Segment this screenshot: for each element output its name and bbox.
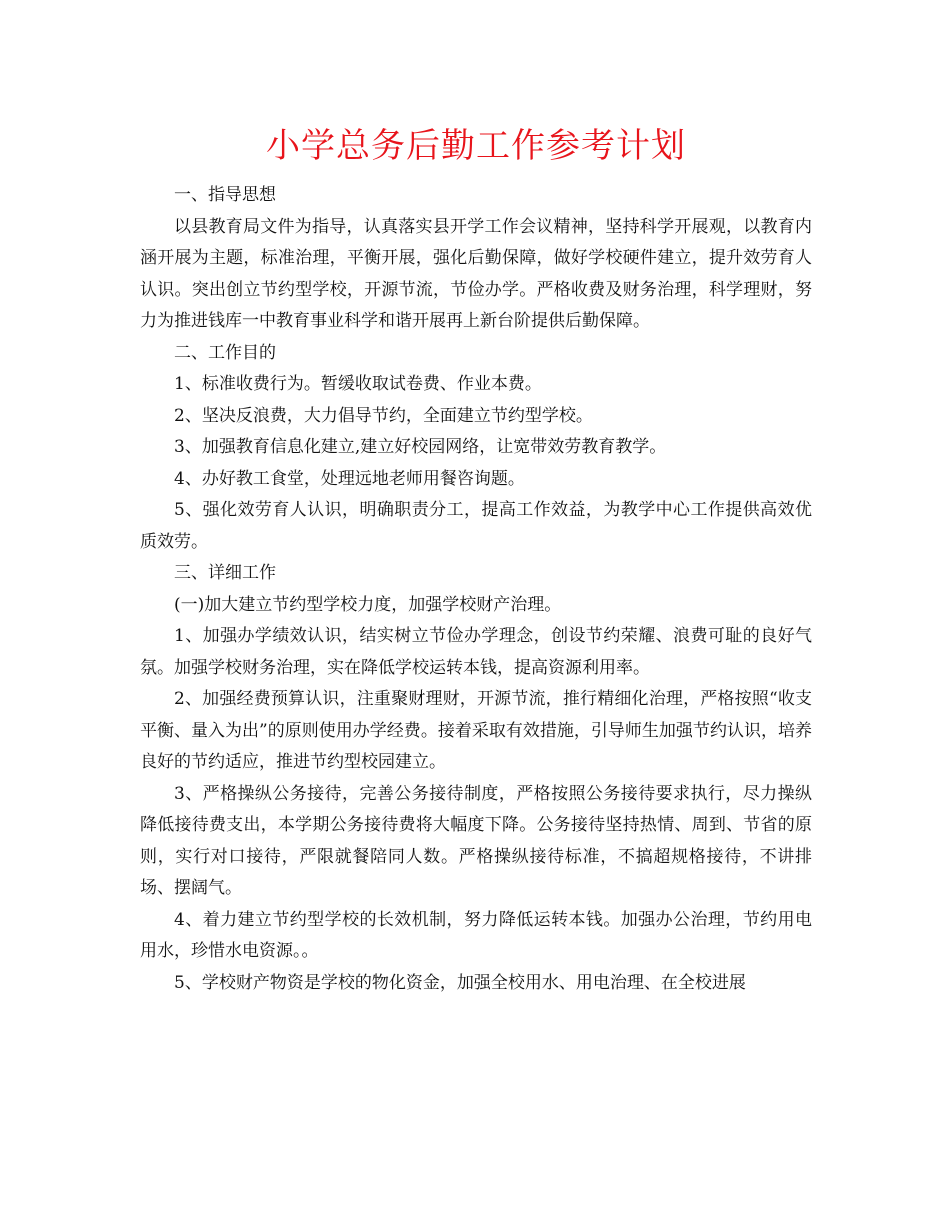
list-item: 3、加强教育信息化建立,建立好校园网络，让宽带效劳教育教学。 <box>174 437 667 457</box>
sub-heading: (一)加大建立节约型学校力度，加强学校财产治理。 <box>174 594 562 615</box>
list-item: 1、加强办学绩效认识，结实树立节俭办学理念，创设节约荣耀、浪费可耻的良好气氛。加强学校财务治理，实在降低学校运转本钱，提高资源利用率。 <box>140 626 812 678</box>
document-body <box>140 180 812 999</box>
list-item: 2、坚决反浪费，大力倡导节约，全面建立节约型学校。 <box>174 405 593 426</box>
document-page <box>140 118 812 999</box>
section-heading: 一、指导思想 <box>174 185 276 205</box>
section-heading: 三、详细工作 <box>174 563 276 583</box>
document-title: 小学总务后勤工作参考计划 <box>266 126 686 166</box>
list-item: 4、着力建立节约型学校的长效机制，努力降低运转本钱。加强办公治理，节约用电用水，珍惜水电资源。。 <box>140 909 812 961</box>
list-item: 5、强化效劳育人认识，明确职责分工，提高工作效益，为教学中心工作提供高效优质效劳。 <box>140 500 812 552</box>
list-item: 2、加强经费预算认识，注重聚财理财，开源节流，推行精细化治理，严格按照“收支平衡、量入为出”的原则使用办学经费。接着采取有效措施，引导师生加强节约认识，培养良好的节约适应，推进节约型校园建立。 <box>140 689 812 772</box>
section-heading: 二、工作目的 <box>174 342 276 363</box>
list-item: 1、标准收费行为。暂缓收取试卷费、作业本费。 <box>174 374 542 394</box>
paragraph: 以县教育局文件为指导，认真落实县开学工作会议精神，坚持科学开展观，以教育内涵开展为主题，标准治理，平衡开展，强化后勤保障，做好学校硬件建立，提升效劳育人认识。突出创立节约型学校，开源节流，节俭办学。严格收费及财务治理，科学理财，努力为推进钱库一中教育事业科学和谐开展再上新台阶提供后勤保障。 <box>140 216 812 331</box>
list-item: 4、办好教工食堂，处理远地老师用餐咨询题。 <box>174 468 525 489</box>
list-item: 3、严格操纵公务接待，完善公务接待制度，严格按照公务接待要求执行，尽力操纵降低接待费支出，本学期公务接待费将大幅度下降。公务接待坚持热情、周到、节省的原则，实行对口接待，严限就餐陪同人数。严格操纵接待标准，不搞超规格接待，不讲排场、摆阔气。 <box>140 783 812 898</box>
list-item: 5、学校财产物资是学校的物化资金，加强全校用水、用电治理、在全校进展 <box>174 972 746 993</box>
